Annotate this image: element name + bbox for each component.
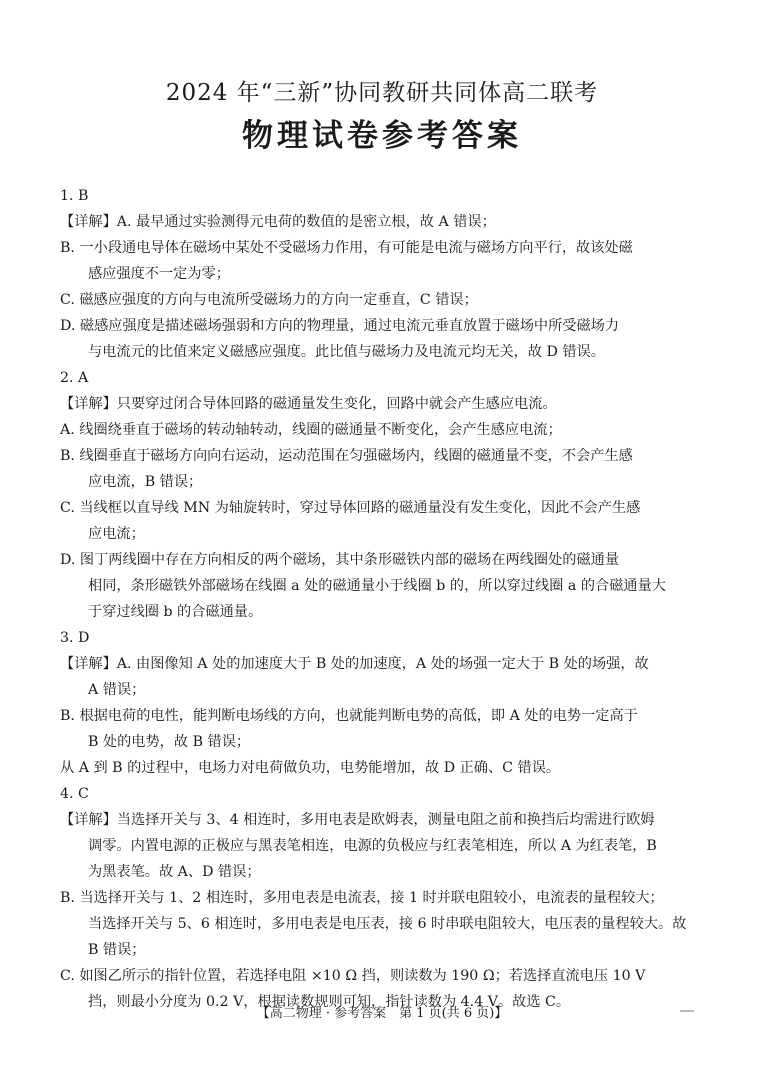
explanation-line: A 错误； <box>88 682 146 698</box>
question-3 <box>60 625 716 781</box>
explanation-line: 为黑表笔。故 A、D 错误； <box>88 864 261 880</box>
explanation-line: C. 当线框以直导线 MN 为轴旋转时，穿过导体回路的磁通量没有发生变化，因此不会产生感 <box>60 500 641 516</box>
explanation-line: 相同，条形磁铁外部磁场在线圈 a 处的磁通量小于线圈 b 的，所以穿过线圈 a 的合磁通量大 <box>88 578 666 594</box>
explanation-line: D. 图丁两线圈中存在方向相反的两个磁场，其中条形磁铁内部的磁场在两线圈处的磁通量 <box>60 552 620 568</box>
explanation-line: C. 如图乙所示的指针位置，若选择电阻 ×10 Ω 挡，则读数为 190 Ω；若选择直流电压 10 V <box>60 968 646 984</box>
explanation-line: D. 磁感应强度是描述磁场强弱和方向的物理量，通过电流元垂直放置于磁场中所受磁场力 <box>60 318 620 334</box>
explanation-line: 感应强度不一定为零； <box>88 266 230 282</box>
explanation-line: 从 A 到 B 的过程中，电场力对电荷做负功，电势能增加，故 D 正确、C 错误。 <box>60 760 561 776</box>
question-2 <box>60 365 716 625</box>
explanation-line: 应电流； <box>88 526 145 542</box>
explanation-line: 应电流，B 错误； <box>88 474 203 490</box>
explanation-line: C. 磁感应强度的方向与电流所受磁场力的方向一定垂直，C 错误； <box>60 292 478 308</box>
explanation-line: B 处的电势，故 B 错误； <box>88 734 251 750</box>
explanation-line: 调零。内置电源的正极应与黑表笔相连，电源的负极应与红表笔相连，所以 A 为红表笔，B <box>88 838 657 854</box>
explanation-line: 挡，则最小分度为 0.2 V，根据读数规则可知，指针读数为 4.4 V。故选 C。 <box>88 994 571 1010</box>
question-1 <box>60 183 716 365</box>
question-number: 4. C <box>60 786 89 802</box>
page-footer: 【高二物理 · 参考答案 第 1 页(共 6 页)】 <box>256 1006 508 1021</box>
explanation-line: 与电流元的比值来定义磁感应强度。此比值与磁场力及电流元均无关，故 D 错误。 <box>88 344 605 360</box>
explanation-line: B 错误； <box>88 942 146 958</box>
question-number: 3. D <box>60 630 90 646</box>
corner-mark <box>680 1010 694 1012</box>
explanation-line: A. 线圈绕垂直于磁场的转动轴转动，线圈的磁通量不断变化，会产生感应电流； <box>60 422 562 438</box>
explanation-line: 【详解】只要穿过闭合导体回路的磁通量发生变化，回路中就会产生感应电流。 <box>60 396 557 412</box>
explanation-line: B. 当选择开关与 1、2 相连时，多用电表是电流表，接 1 时并联电阻较小，电流表的量程较大； <box>60 890 664 906</box>
question-4 <box>60 781 716 1015</box>
document-header <box>0 78 764 156</box>
question-number: 2. A <box>60 370 89 386</box>
document-title: 物理试卷参考答案 <box>242 118 522 154</box>
explanation-line: 【详解】A. 最早通过实验测得元电荷的数值的是密立根，故 A 错误； <box>60 214 496 230</box>
explanation-line: 于穿过线圈 b 的合磁通量。 <box>88 604 263 620</box>
explanation-line: B. 一小段通电导体在磁场中某处不受磁场力作用，有可能是电流与磁场方向平行，故该处磁 <box>60 240 633 256</box>
exam-title: 2024 年“三新”协同教研共同体高二联考 <box>165 80 599 106</box>
question-number: 1. B <box>60 188 89 204</box>
explanation-line: 【详解】A. 由图像知 A 处的加速度大于 B 处的加速度，A 处的场强一定大于 B 处的场强，故 <box>60 656 649 672</box>
explanation-line: B. 线圈垂直于磁场方向向右运动，运动范围在匀强磁场内，线圈的磁通量不变，不会产生感 <box>60 448 633 464</box>
answer-content <box>60 183 716 1015</box>
explanation-line: 当选择开关与 5、6 相连时，多用电表是电压表，接 6 时串联电阻较大，电压表的量程较大。故 <box>88 916 687 932</box>
explanation-line: B. 根据电荷的电性，能判断电场线的方向，也就能判断电势的高低，即 A 处的电势一定高于 <box>60 708 638 724</box>
explanation-line: 【详解】当选择开关与 3、4 相连时，多用电表是欧姆表，测量电阻之前和换挡后均需进行欧姆 <box>60 812 655 828</box>
